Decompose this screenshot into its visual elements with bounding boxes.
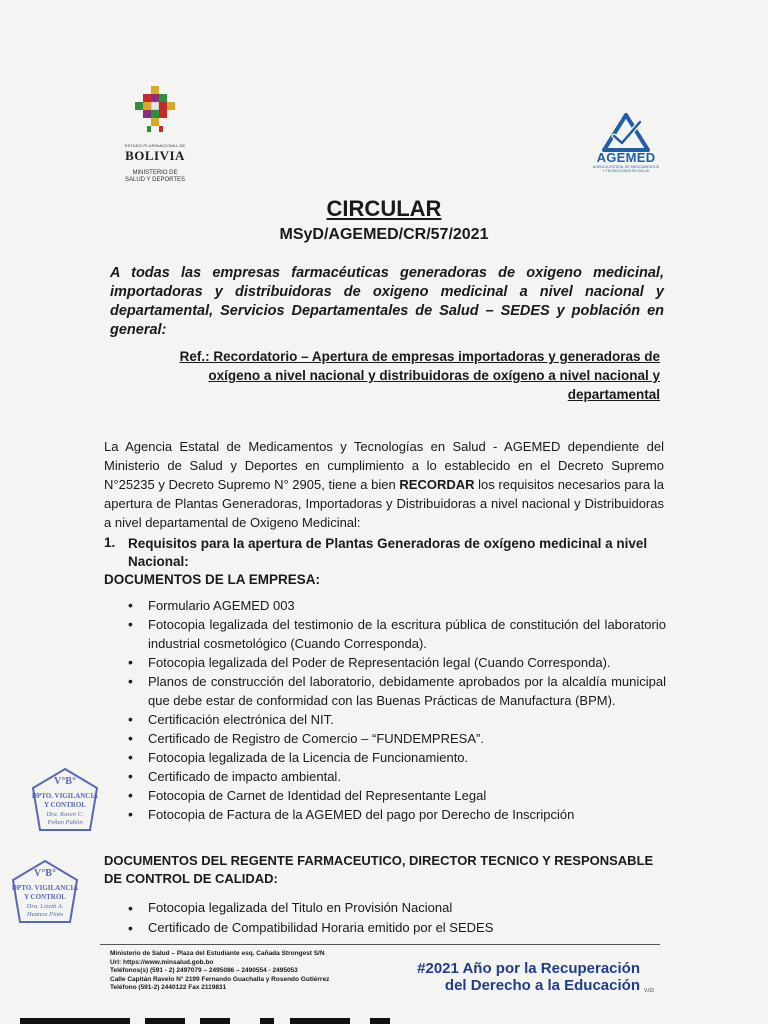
page-edge-strip (0, 1016, 768, 1024)
list-item: • Fotocopia legalizada del Titulo en Provisión Nacional (128, 898, 648, 918)
stamp-dept: DPTO. VIGILANCIA (11, 884, 79, 892)
stamp-control: Y CONTROL (24, 893, 66, 901)
footer-address-2: Calle Capitán Ravelo N° 2199 Fernando Guachalla y Rosendo Gutiérrez (110, 975, 330, 983)
ministry-line-2: SALUD Y DEPORTES (124, 177, 186, 183)
addressee-paragraph: A todas las empresas farmacéuticas generadoras de oxigeno medicinal, importadoras y distribuidoras de oxigeno medicinal a nivel nacional y departamental, Servicios Departamentales de Salud – SEDES y población en general: (110, 265, 664, 338)
ministry-label (110, 170, 200, 184)
stamp-vb: V°B° (54, 776, 76, 787)
list-item: • Fotocopia legalizada de la Licencia de Funcionamiento. (128, 748, 666, 767)
intro-text-1: La Agencia Estatal de Medicamentos y Tecnologías en Salud - AGEMED dependiente del Ministerio de Salud y Deportes en cumplimiento a lo establecido en el Decreto Supremo N°25235 y Decreto Supremo N° 2905, tiene a bien (104, 439, 664, 492)
document-code: MSyD/AGEMED/CR/57/2021 (279, 226, 489, 243)
list-item: • Certificado de Compatibilidad Horaria emitido por el SEDES (128, 918, 648, 938)
motto-line-2: del Derecho a la Educación (444, 977, 640, 994)
agemed-subtitle-2: Y TECNOLOGÍAS EN SALUD (602, 169, 650, 173)
agemed-subtitle-1: AGENCIA ESTATAL DE MEDICAMENTOS (592, 165, 660, 169)
regent-docs-heading: DOCUMENTOS DEL REGENTE FARMACEUTICO, DIRECTOR TECNICO Y RESPONSABLE DE CONTROL DE CALIDAD: (104, 853, 654, 886)
footer-address: Ministerio de Salud – Plaza del Estudiante esq. Cañada Strongest S/N (110, 950, 325, 957)
footer-phones: Teléfonos(s) (591 - 2) 2497079 – 2495086 – 2490554 - 2495053 (110, 967, 298, 974)
approval-stamp (10, 858, 80, 928)
footer-contact (110, 950, 390, 993)
agemed-mark-icon (600, 112, 652, 152)
list-item: • Formulario AGEMED 003 (128, 596, 666, 615)
form-version: V.03 (644, 988, 654, 994)
company-docs-heading: DOCUMENTOS DE LA EMPRESA: (104, 572, 321, 587)
footer-phone-fax: Teléfono (591-2) 2440122 Fax 2119831 (110, 984, 227, 991)
list-item: • Certificado de Registro de Comercio – “FUNDEMPRESA”. (128, 729, 666, 748)
requirement-number: 1. (104, 535, 116, 550)
intro-text-2: los requisitos necesarios para la apertura de Plantas Generadoras, Importadoras y Distribuidoras a nivel nacional y Distribuidoras a nivel departamental de Oxigeno Medicinal: (104, 477, 664, 530)
regent-docs-list (128, 898, 648, 938)
footer-motto (380, 960, 640, 994)
stamp-signer-1: Dra. Lizeth A. (26, 903, 64, 910)
approval-stamp (30, 766, 100, 836)
list-item: • Fotocopia de Factura de la AGEMED del pago por Derecho de Inscripción (128, 805, 666, 824)
list-item: • Certificado de impacto ambiental. (128, 767, 666, 786)
intro-bold: RECORDAR (399, 477, 475, 492)
document-title: CIRCULAR (326, 196, 442, 221)
stamp-signer-2: Huanca Pinto (26, 911, 64, 918)
list-item: • Fotocopia legalizada del testimonio de la escritura pública de constitución del laboratorio industrial cosmetológico (Cuando Corresponda). (128, 615, 666, 653)
list-item: • Fotocopia legalizada del Poder de Representación legal (Cuando Corresponda). (128, 653, 666, 672)
list-item: • Fotocopia de Carnet de Identidad del Representante Legal (128, 786, 666, 805)
country-label: BOLIVIA (125, 148, 185, 163)
bolivia-emblem-icon (132, 84, 178, 136)
agemed-logo (588, 112, 664, 173)
stamp-vb: V°B° (34, 868, 56, 879)
stamp-control: Y CONTROL (44, 801, 86, 809)
stamp-signer-2: Peñan Pabón (47, 819, 83, 826)
bolivia-ministry-logo (110, 84, 200, 184)
list-item: • Planos de construcción del laboratorio, debidamente aprobados por la alcaldía municipal que debe estar de conformidad con las Buenas Prácticas de Manufactura (BPM). (128, 672, 666, 710)
state-label: ESTADO PLURINACIONAL DE (124, 143, 186, 148)
footer-divider (100, 944, 660, 945)
reference-line: Ref.: Recordatorio – Apertura de empresas importadoras y generadoras de oxígeno a nivel nacional y distribuidoras de oxígeno a nivel nacional y departamental (179, 349, 660, 402)
intro-paragraph (104, 437, 664, 532)
list-item: • Certificación electrónica del NIT. (128, 710, 666, 729)
ministry-line-1: MINISTERIO DE (132, 170, 178, 176)
footer-url: Url: https://www.minsalud.gob.bo (110, 958, 214, 966)
stamp-dept: DPTO. VIGILANCIA (31, 792, 99, 800)
requirement-title: Requisitos para la apertura de Plantas Generadoras de oxígeno medicinal a nivel Nacional: (128, 536, 648, 569)
stamp-signer-1: Dra. Karen C. (46, 811, 84, 818)
motto-line-1: #2021 Año por la Recuperación (417, 960, 640, 977)
company-docs-list (128, 596, 666, 824)
agemed-name: AGEMED (596, 150, 656, 165)
